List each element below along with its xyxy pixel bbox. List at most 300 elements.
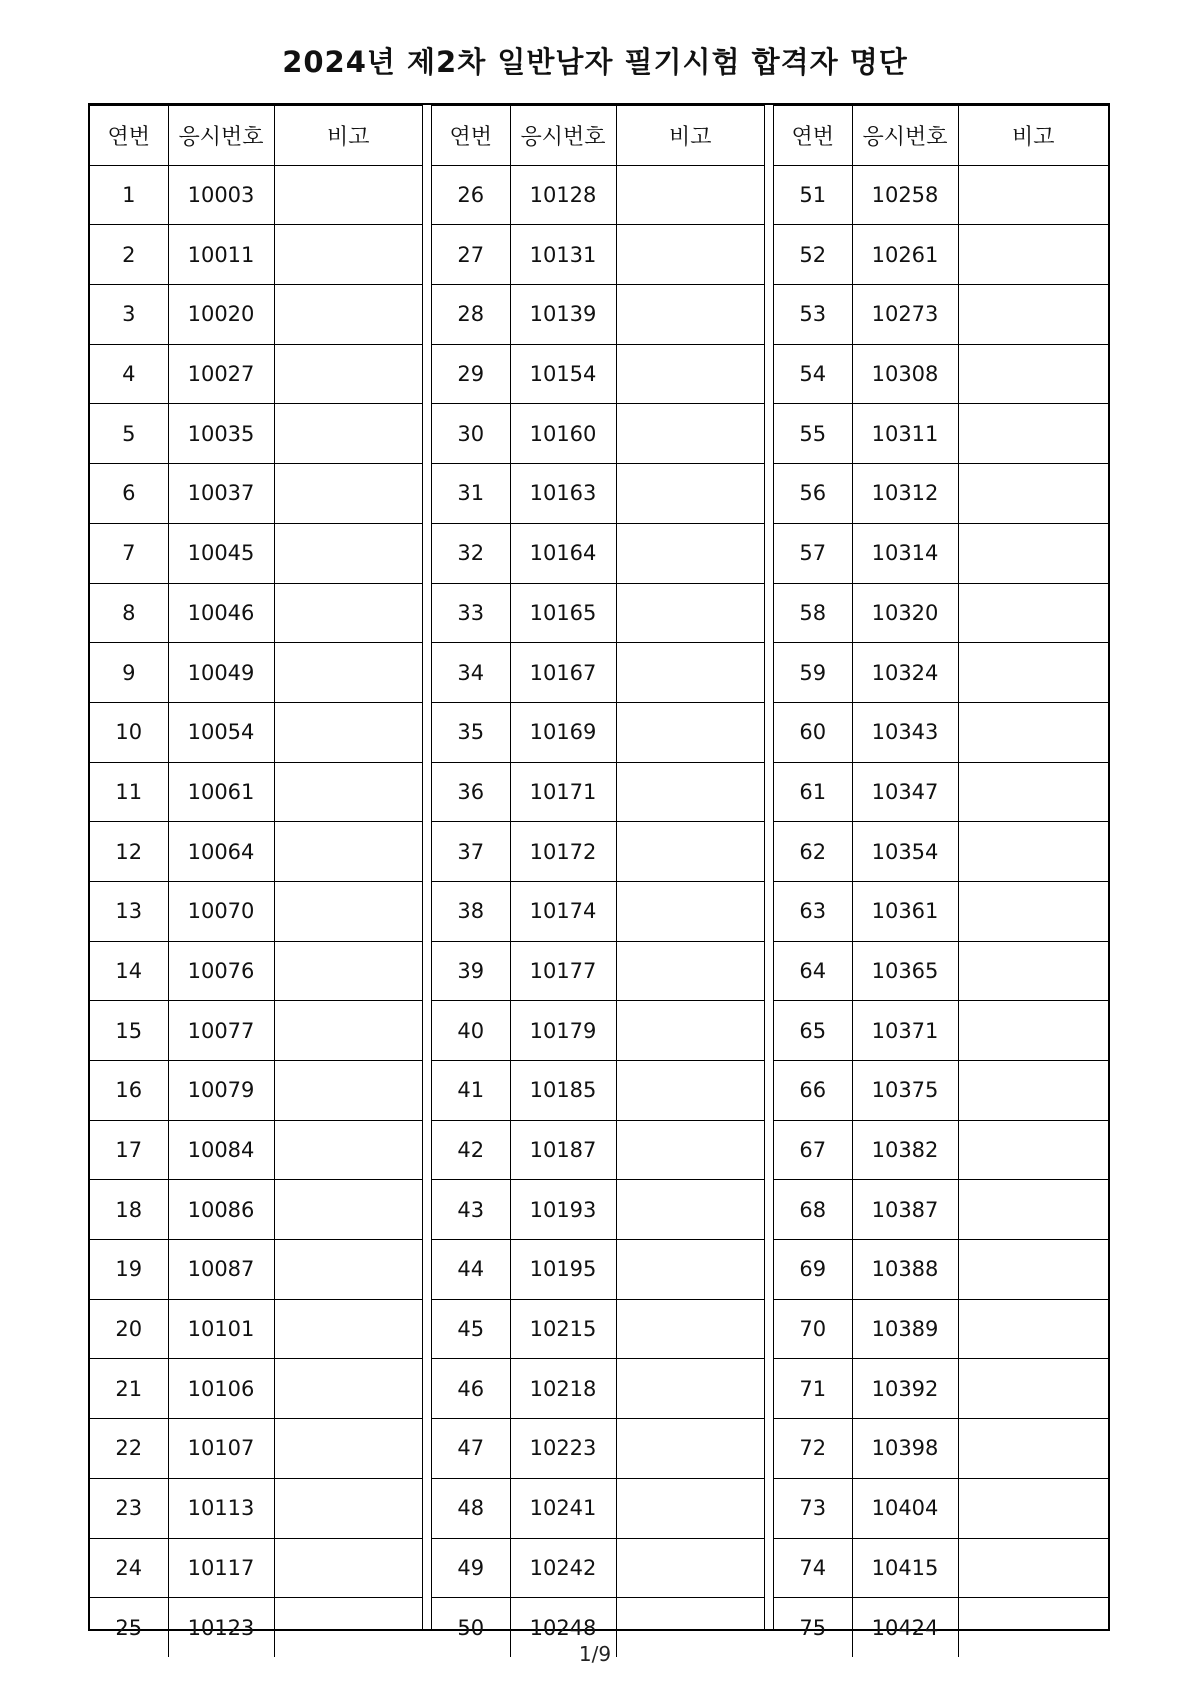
exam-number: 10174 — [510, 881, 616, 941]
exam-number: 10035 — [168, 404, 274, 464]
exam-number: 10215 — [510, 1299, 616, 1359]
row-number: 58 — [774, 583, 852, 643]
table-row — [774, 1061, 1108, 1121]
exam-number: 10027 — [168, 344, 274, 404]
remark-cell — [274, 464, 422, 524]
remark-cell — [616, 1180, 764, 1240]
remark-cell — [274, 344, 422, 404]
exam-number: 10324 — [852, 643, 958, 703]
remark-cell — [616, 1359, 764, 1419]
row-number: 7 — [90, 523, 168, 583]
exam-number: 10241 — [510, 1478, 616, 1538]
exam-number: 10037 — [168, 464, 274, 524]
page-number: 1/9 — [578, 1642, 612, 1666]
table-row — [90, 344, 422, 404]
table-row — [432, 1240, 764, 1300]
exam-number: 10387 — [852, 1180, 958, 1240]
row-number: 75 — [774, 1598, 852, 1657]
table-row — [432, 1538, 764, 1598]
table-row — [90, 583, 422, 643]
remark-cell — [616, 1299, 764, 1359]
exam-number: 10242 — [510, 1538, 616, 1598]
remark-cell — [958, 165, 1108, 225]
remark-cell — [958, 1001, 1108, 1061]
remark-cell — [616, 643, 764, 703]
row-number: 32 — [432, 523, 510, 583]
exam-number: 10308 — [852, 344, 958, 404]
exam-number: 10312 — [852, 464, 958, 524]
table-row — [90, 1299, 422, 1359]
remark-cell — [958, 1240, 1108, 1300]
exam-number: 10167 — [510, 643, 616, 703]
table-row — [774, 1001, 1108, 1061]
row-number: 30 — [432, 404, 510, 464]
table-row — [90, 1180, 422, 1240]
remark-cell — [616, 1061, 764, 1121]
remark-cell — [274, 1061, 422, 1121]
remark-cell — [958, 702, 1108, 762]
remark-cell — [958, 225, 1108, 285]
exam-number: 10354 — [852, 822, 958, 882]
exam-number: 10046 — [168, 583, 274, 643]
table-row — [432, 941, 764, 1001]
exam-number: 10123 — [168, 1598, 274, 1657]
exam-number: 10086 — [168, 1180, 274, 1240]
remark-cell — [958, 583, 1108, 643]
row-number: 1 — [90, 165, 168, 225]
remark-cell — [274, 285, 422, 345]
exam-number: 10160 — [510, 404, 616, 464]
table-row — [774, 344, 1108, 404]
remark-cell — [616, 1478, 764, 1538]
row-number: 50 — [432, 1598, 510, 1657]
row-number: 29 — [432, 344, 510, 404]
table-row — [90, 881, 422, 941]
table-row — [90, 1478, 422, 1538]
remark-cell — [274, 225, 422, 285]
table-row — [432, 165, 764, 225]
remark-cell — [958, 404, 1108, 464]
remark-cell — [958, 1180, 1108, 1240]
row-number: 9 — [90, 643, 168, 703]
exam-number: 10070 — [168, 881, 274, 941]
remark-cell — [958, 643, 1108, 703]
remark-cell — [616, 285, 764, 345]
block-separator — [764, 105, 774, 1629]
exam-number: 10061 — [168, 762, 274, 822]
table-row — [90, 1419, 422, 1479]
table-row — [432, 1061, 764, 1121]
row-number: 23 — [90, 1478, 168, 1538]
row-number: 14 — [90, 941, 168, 1001]
remark-cell — [274, 1240, 422, 1300]
remark-cell — [958, 344, 1108, 404]
table-row — [90, 1001, 422, 1061]
remark-cell — [274, 643, 422, 703]
row-number: 71 — [774, 1359, 852, 1419]
row-number: 22 — [90, 1419, 168, 1479]
row-number: 8 — [90, 583, 168, 643]
row-number: 47 — [432, 1419, 510, 1479]
row-number: 48 — [432, 1478, 510, 1538]
exam-number: 10389 — [852, 1299, 958, 1359]
remark-cell — [616, 165, 764, 225]
table-row — [774, 583, 1108, 643]
row-number: 64 — [774, 941, 852, 1001]
exam-number: 10320 — [852, 583, 958, 643]
exam-number: 10165 — [510, 583, 616, 643]
exam-number: 10172 — [510, 822, 616, 882]
table-row — [432, 344, 764, 404]
table-row — [432, 523, 764, 583]
row-number: 16 — [90, 1061, 168, 1121]
column-header-exam-number: 응시번호 — [510, 106, 616, 166]
header-row — [774, 106, 1108, 166]
table-row — [432, 404, 764, 464]
table-row — [432, 822, 764, 882]
remark-cell — [274, 1359, 422, 1419]
table-row — [90, 285, 422, 345]
exam-number: 10064 — [168, 822, 274, 882]
remark-cell — [274, 523, 422, 583]
exam-number: 10079 — [168, 1061, 274, 1121]
row-number: 25 — [90, 1598, 168, 1657]
exam-number: 10106 — [168, 1359, 274, 1419]
roster-table-block — [90, 105, 422, 1657]
row-number: 61 — [774, 762, 852, 822]
table-row — [774, 464, 1108, 524]
row-number: 53 — [774, 285, 852, 345]
row-number: 3 — [90, 285, 168, 345]
row-number: 24 — [90, 1538, 168, 1598]
exam-number: 10107 — [168, 1419, 274, 1479]
table-row — [774, 285, 1108, 345]
row-number: 69 — [774, 1240, 852, 1300]
exam-number: 10163 — [510, 464, 616, 524]
exam-number: 10131 — [510, 225, 616, 285]
remark-cell — [958, 1061, 1108, 1121]
table-row — [90, 165, 422, 225]
table-row — [90, 1061, 422, 1121]
table-row — [432, 464, 764, 524]
row-number: 60 — [774, 702, 852, 762]
exam-number: 10084 — [168, 1120, 274, 1180]
table-row — [774, 1359, 1108, 1419]
table-row — [774, 1299, 1108, 1359]
exam-number: 10424 — [852, 1598, 958, 1657]
remark-cell — [274, 881, 422, 941]
row-number: 13 — [90, 881, 168, 941]
row-number: 74 — [774, 1538, 852, 1598]
table-row — [432, 1299, 764, 1359]
exam-number: 10218 — [510, 1359, 616, 1419]
exam-number: 10365 — [852, 941, 958, 1001]
remark-cell — [616, 762, 764, 822]
remark-cell — [958, 523, 1108, 583]
row-number: 19 — [90, 1240, 168, 1300]
remark-cell — [274, 1538, 422, 1598]
remark-cell — [274, 1419, 422, 1479]
exam-number: 10117 — [168, 1538, 274, 1598]
row-number: 51 — [774, 165, 852, 225]
exam-number: 10223 — [510, 1419, 616, 1479]
remark-cell — [616, 464, 764, 524]
row-number: 17 — [90, 1120, 168, 1180]
exam-number: 10177 — [510, 941, 616, 1001]
row-number: 54 — [774, 344, 852, 404]
exam-number: 10314 — [852, 523, 958, 583]
roster-block-1 — [90, 105, 422, 1640]
row-number: 36 — [432, 762, 510, 822]
row-number: 42 — [432, 1120, 510, 1180]
row-number: 43 — [432, 1180, 510, 1240]
remark-cell — [958, 762, 1108, 822]
remark-cell — [616, 941, 764, 1001]
row-number: 28 — [432, 285, 510, 345]
table-row — [774, 165, 1108, 225]
table-row — [774, 404, 1108, 464]
remark-cell — [274, 762, 422, 822]
table-row — [90, 523, 422, 583]
table-row — [774, 1180, 1108, 1240]
exam-number: 10371 — [852, 1001, 958, 1061]
remark-cell — [958, 1478, 1108, 1538]
exam-number: 10045 — [168, 523, 274, 583]
exam-number: 10382 — [852, 1120, 958, 1180]
row-number: 55 — [774, 404, 852, 464]
exam-number: 10128 — [510, 165, 616, 225]
roster-table-block — [774, 105, 1108, 1657]
exam-number: 10171 — [510, 762, 616, 822]
table-row — [432, 1359, 764, 1419]
table-row — [90, 643, 422, 703]
exam-number: 10187 — [510, 1120, 616, 1180]
row-number: 67 — [774, 1120, 852, 1180]
row-number: 26 — [432, 165, 510, 225]
table-row — [432, 1180, 764, 1240]
row-number: 57 — [774, 523, 852, 583]
exam-number: 10375 — [852, 1061, 958, 1121]
exam-number: 10261 — [852, 225, 958, 285]
remark-cell — [958, 1419, 1108, 1479]
remark-cell — [274, 702, 422, 762]
table-row — [774, 941, 1108, 1001]
remark-cell — [616, 822, 764, 882]
row-number: 11 — [90, 762, 168, 822]
exam-number: 10193 — [510, 1180, 616, 1240]
row-number: 33 — [432, 583, 510, 643]
row-number: 40 — [432, 1001, 510, 1061]
row-number: 70 — [774, 1299, 852, 1359]
exam-number: 10347 — [852, 762, 958, 822]
exam-number: 10139 — [510, 285, 616, 345]
exam-number: 10049 — [168, 643, 274, 703]
remark-cell — [616, 404, 764, 464]
table-row — [774, 1419, 1108, 1479]
table-row — [432, 702, 764, 762]
column-header-no: 연번 — [432, 106, 510, 166]
remark-cell — [958, 1538, 1108, 1598]
table-row — [432, 1120, 764, 1180]
row-number: 37 — [432, 822, 510, 882]
remark-cell — [616, 583, 764, 643]
remark-cell — [274, 404, 422, 464]
remark-cell — [274, 1478, 422, 1538]
row-number: 66 — [774, 1061, 852, 1121]
remark-cell — [958, 1299, 1108, 1359]
roster-table-block — [432, 105, 764, 1657]
exam-number: 10113 — [168, 1478, 274, 1538]
exam-number: 10248 — [510, 1598, 616, 1657]
exam-number: 10404 — [852, 1478, 958, 1538]
table-row — [774, 643, 1108, 703]
table-row — [774, 1538, 1108, 1598]
exam-number: 10011 — [168, 225, 274, 285]
table-row — [90, 822, 422, 882]
table-row — [90, 941, 422, 1001]
table-row — [774, 1240, 1108, 1300]
remark-cell — [958, 464, 1108, 524]
row-number: 21 — [90, 1359, 168, 1419]
row-number: 73 — [774, 1478, 852, 1538]
roster-block-2 — [432, 105, 764, 1640]
table-row — [774, 1478, 1108, 1538]
table-row — [774, 702, 1108, 762]
row-number: 41 — [432, 1061, 510, 1121]
exam-number: 10077 — [168, 1001, 274, 1061]
row-number: 6 — [90, 464, 168, 524]
row-number: 39 — [432, 941, 510, 1001]
exam-number: 10087 — [168, 1240, 274, 1300]
column-header-no: 연번 — [774, 106, 852, 166]
row-number: 56 — [774, 464, 852, 524]
table-row — [774, 881, 1108, 941]
column-header-remark: 비고 — [616, 106, 764, 166]
remark-cell — [274, 941, 422, 1001]
row-number: 62 — [774, 822, 852, 882]
exam-number: 10020 — [168, 285, 274, 345]
exam-number: 10392 — [852, 1359, 958, 1419]
table-row — [432, 1001, 764, 1061]
roster-block-3 — [774, 105, 1108, 1640]
remark-cell — [958, 285, 1108, 345]
remark-cell — [958, 881, 1108, 941]
header-row — [432, 106, 764, 166]
row-number: 65 — [774, 1001, 852, 1061]
table-row — [774, 822, 1108, 882]
table-row — [432, 1478, 764, 1538]
remark-cell — [274, 583, 422, 643]
remark-cell — [616, 225, 764, 285]
exam-number: 10003 — [168, 165, 274, 225]
remark-cell — [616, 1120, 764, 1180]
remark-cell — [616, 1419, 764, 1479]
exam-number: 10258 — [852, 165, 958, 225]
column-header-remark: 비고 — [274, 106, 422, 166]
table-row — [774, 1120, 1108, 1180]
remark-cell — [274, 1001, 422, 1061]
page-title: 2024년 제2차 일반남자 필기시험 합격자 명단 — [282, 45, 908, 79]
exam-number: 10054 — [168, 702, 274, 762]
exam-number: 10164 — [510, 523, 616, 583]
remark-cell — [958, 822, 1108, 882]
column-header-exam-number: 응시번호 — [852, 106, 958, 166]
row-number: 34 — [432, 643, 510, 703]
row-number: 27 — [432, 225, 510, 285]
exam-number: 10388 — [852, 1240, 958, 1300]
row-number: 5 — [90, 404, 168, 464]
table-row — [90, 1538, 422, 1598]
table-row — [90, 1359, 422, 1419]
remark-cell — [616, 702, 764, 762]
exam-number: 10415 — [852, 1538, 958, 1598]
row-number: 68 — [774, 1180, 852, 1240]
table-row — [432, 285, 764, 345]
header-row — [90, 106, 422, 166]
table-row — [90, 1240, 422, 1300]
row-number: 2 — [90, 225, 168, 285]
row-number: 35 — [432, 702, 510, 762]
remark-cell — [274, 822, 422, 882]
remark-cell — [274, 1120, 422, 1180]
remark-cell — [616, 881, 764, 941]
row-number: 15 — [90, 1001, 168, 1061]
table-row — [90, 702, 422, 762]
row-number: 38 — [432, 881, 510, 941]
remark-cell — [616, 523, 764, 583]
exam-number: 10101 — [168, 1299, 274, 1359]
row-number: 20 — [90, 1299, 168, 1359]
row-number: 31 — [432, 464, 510, 524]
table-row — [90, 464, 422, 524]
column-header-exam-number: 응시번호 — [168, 106, 274, 166]
exam-number: 10154 — [510, 344, 616, 404]
row-number: 46 — [432, 1359, 510, 1419]
row-number: 52 — [774, 225, 852, 285]
row-number: 10 — [90, 702, 168, 762]
column-header-remark: 비고 — [958, 106, 1108, 166]
row-number: 72 — [774, 1419, 852, 1479]
exam-number: 10076 — [168, 941, 274, 1001]
exam-number: 10179 — [510, 1001, 616, 1061]
table-row — [90, 404, 422, 464]
remark-cell — [616, 1001, 764, 1061]
table-row — [90, 225, 422, 285]
column-header-no: 연번 — [90, 106, 168, 166]
exam-number: 10398 — [852, 1419, 958, 1479]
exam-number: 10169 — [510, 702, 616, 762]
block-separator — [422, 105, 432, 1629]
table-row — [774, 225, 1108, 285]
roster-table — [88, 103, 1110, 1640]
remark-cell — [958, 1120, 1108, 1180]
row-number: 63 — [774, 881, 852, 941]
remark-cell — [274, 1299, 422, 1359]
exam-number: 10343 — [852, 702, 958, 762]
table-row — [432, 583, 764, 643]
row-number: 45 — [432, 1299, 510, 1359]
table-row — [432, 881, 764, 941]
row-number: 59 — [774, 643, 852, 703]
exam-number: 10273 — [852, 285, 958, 345]
remark-cell — [616, 344, 764, 404]
remark-cell — [274, 1180, 422, 1240]
table-row — [90, 762, 422, 822]
remark-cell — [616, 1240, 764, 1300]
row-number: 4 — [90, 344, 168, 404]
row-number: 44 — [432, 1240, 510, 1300]
exam-number: 10185 — [510, 1061, 616, 1121]
